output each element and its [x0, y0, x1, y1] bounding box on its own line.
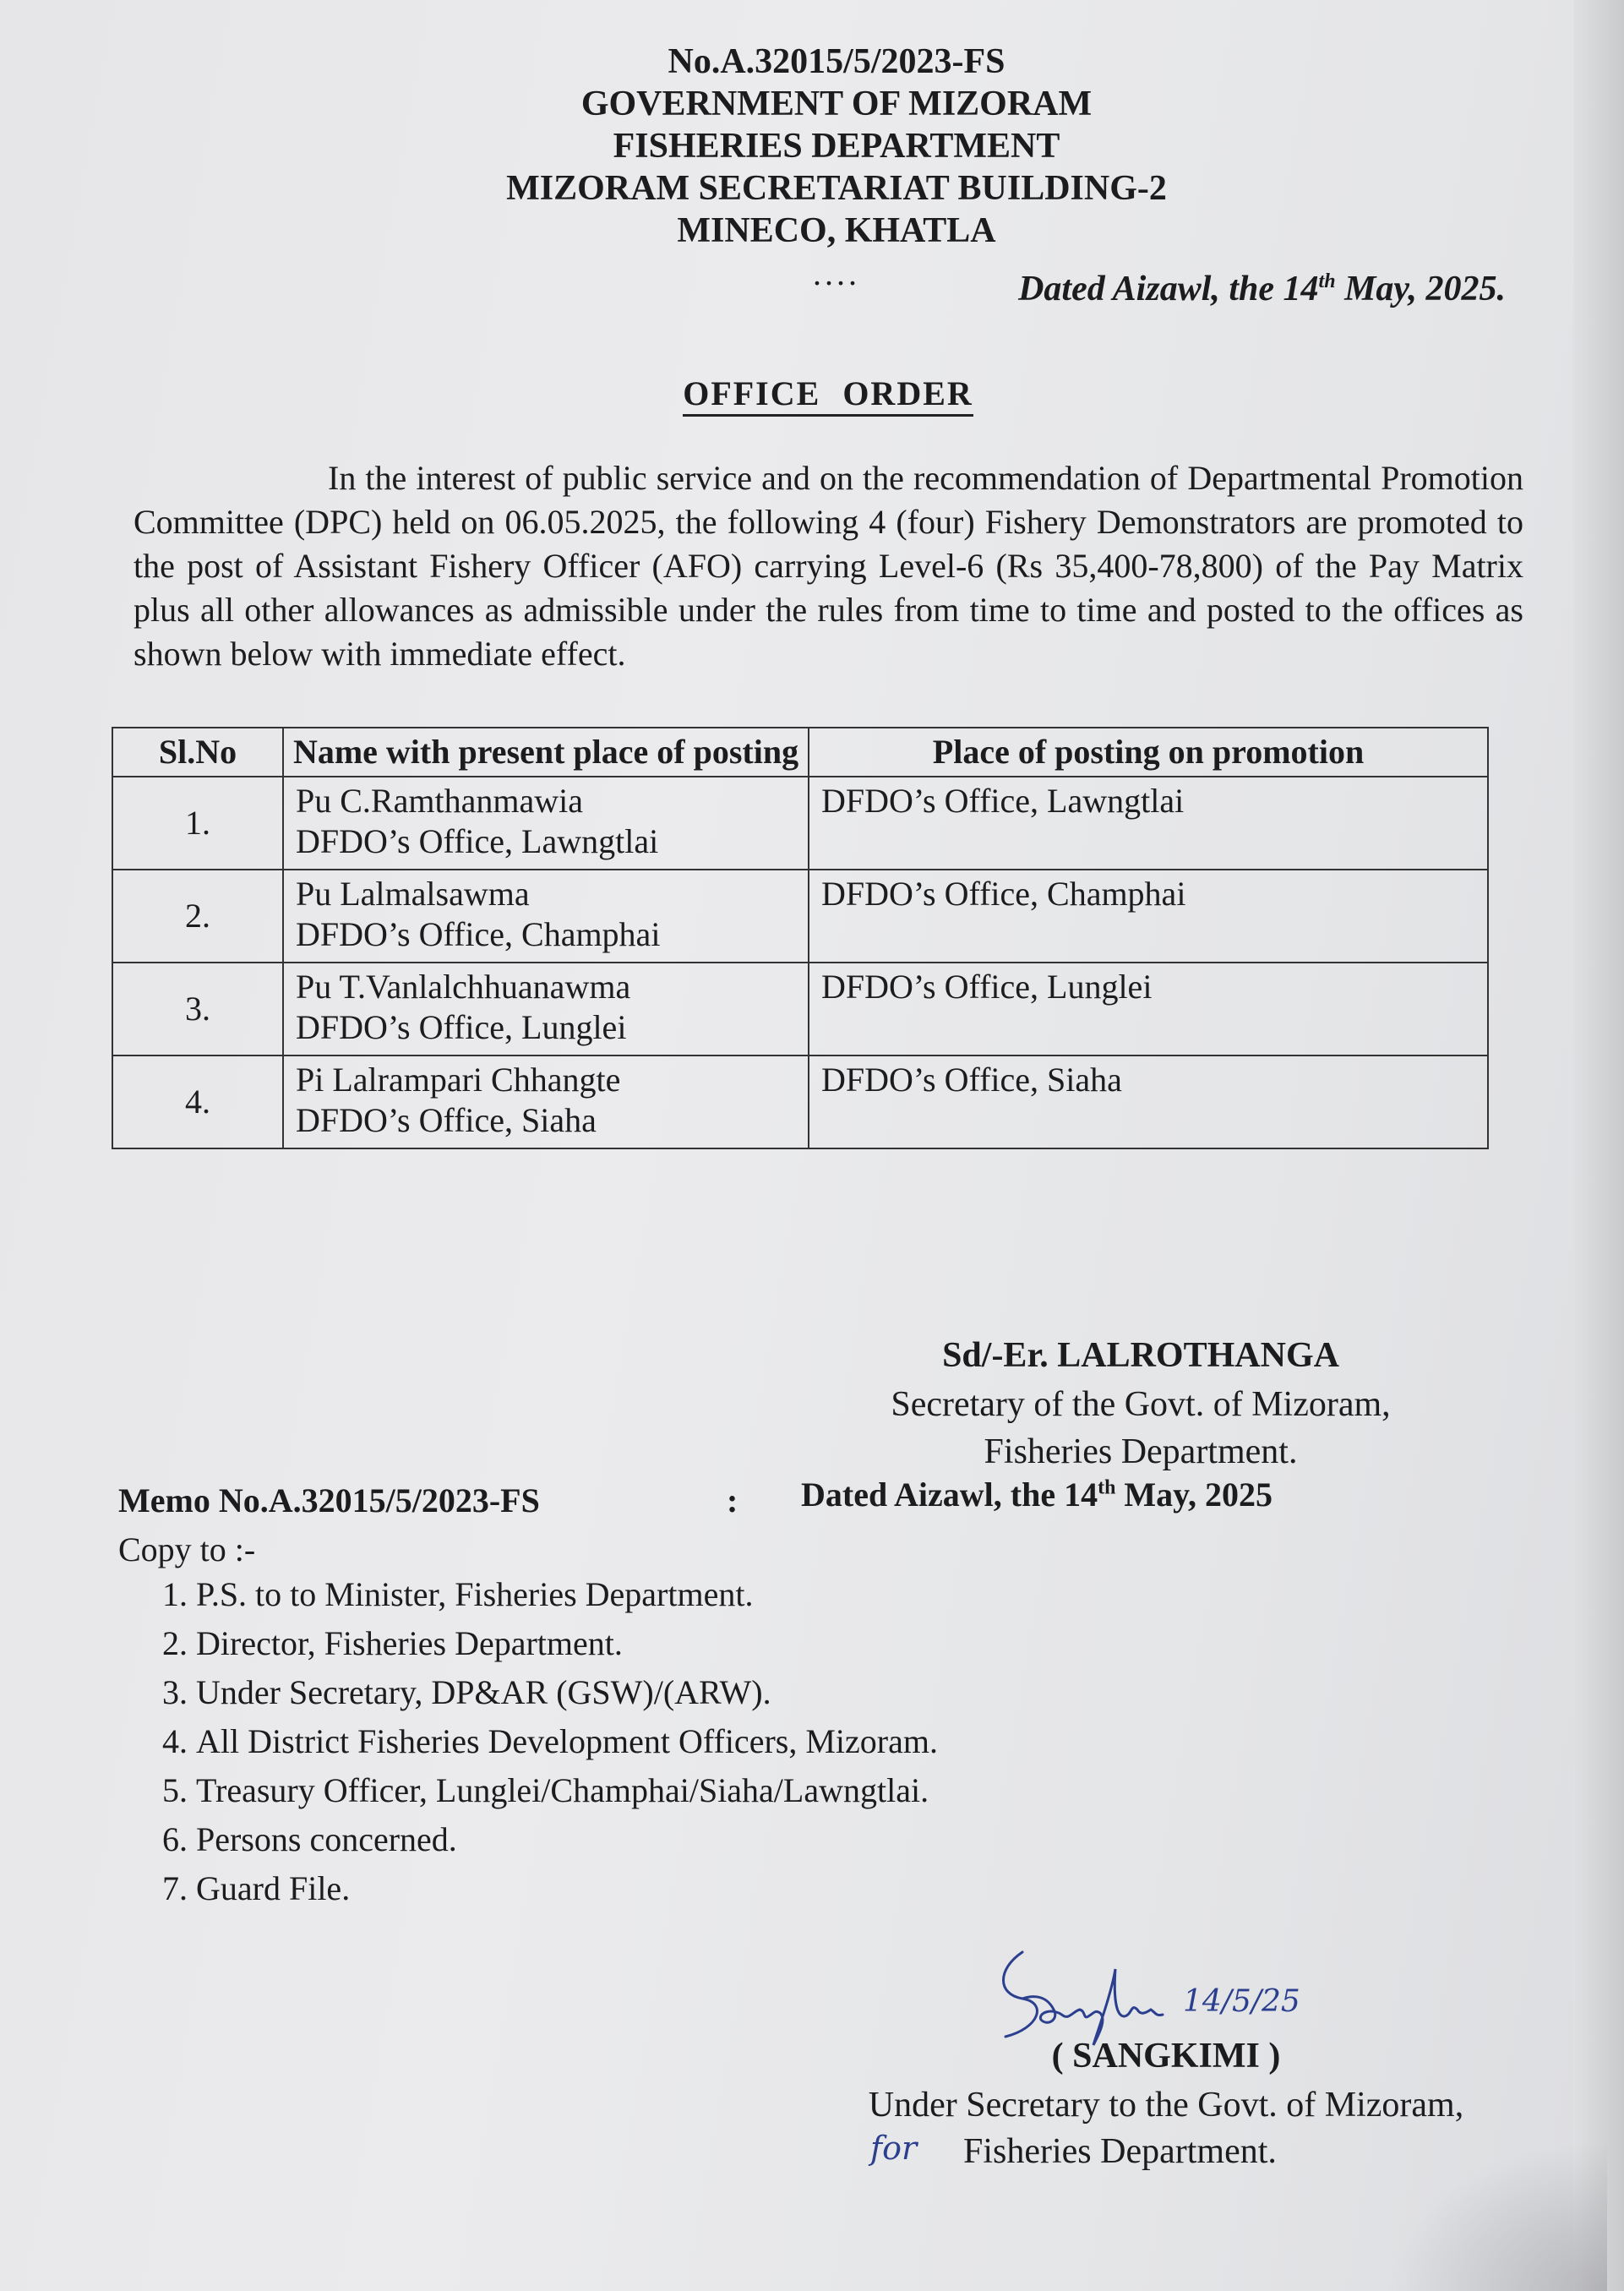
building-name: MIZORAM SECRETARIAT BUILDING-2: [506, 169, 1167, 208]
row-present-office: DFDO’s Office, Lawngtlai: [296, 822, 659, 860]
table-row: [112, 963, 1488, 1055]
copy-list: [152, 1570, 938, 1913]
page-edge: [1573, 0, 1624, 2291]
row-posting: DFDO’s Office, Lunglei: [809, 963, 1488, 1055]
header-posting: Place of posting on promotion: [809, 728, 1488, 777]
row-name: Pi Lalrampari Chhangte: [296, 1061, 621, 1099]
row-sl-no: 2.: [112, 870, 283, 963]
table-row: [112, 777, 1488, 870]
memo-separator: :: [727, 1481, 738, 1519]
row-present-office: DFDO’s Office, Champhai: [296, 915, 661, 953]
memo-number: Memo No.A.32015/5/2023-FS: [118, 1481, 540, 1519]
order-body: In the interest of public service and on the recommendation of Departmental Promotion Committee (DPC) held on 06.05.2025, the following 4 (four) Fishery Demonstrators are promoted to the post of Assistant Fishery Officer (AFO) carrying Level-6 (Rs 35,400-78,800) of the Pay Matrix plus all other allowances as admissible under the rules from time to time and posted to the offices as shown below with immediate effect.: [134, 459, 1523, 673]
row-name: Pu Lalmalsawma: [296, 875, 530, 913]
row-sl-no: 4.: [112, 1055, 283, 1148]
row-posting: DFDO’s Office, Siaha: [809, 1055, 1488, 1148]
header-name: Name with present place of posting: [283, 728, 809, 777]
under-secretary-designation: Under Secretary to the Govt. of Mizoram,: [868, 2086, 1464, 2125]
promotion-table: [112, 727, 1489, 1149]
page-title: OFFICE ORDER: [591, 374, 1065, 413]
list-item: 1. P.S. to to Minister, Fisheries Department.: [196, 1570, 938, 1619]
svg-text:14/5/25: 14/5/25: [1183, 1984, 1300, 2019]
row-present-office: DFDO’s Office, Lunglei: [296, 1008, 627, 1046]
row-name: Pu T.Vanlalchhuanawma: [296, 968, 631, 1006]
list-item: 4. All District Fisheries Development Officers, Mizoram.: [196, 1717, 938, 1766]
list-item: 3. Under Secretary, DP&AR (GSW)/(ARW).: [196, 1668, 938, 1717]
memo-date: Dated Aizawl, the 14th May, 2025: [801, 1476, 1272, 1514]
page-shadow: [1387, 2139, 1607, 2291]
table-row: [112, 870, 1488, 963]
list-item: 2. Director, Fisheries Department.: [196, 1619, 938, 1668]
row-sl-no: 3.: [112, 963, 283, 1055]
for-mark: for: [870, 2130, 918, 2167]
table-header-row: [112, 728, 1488, 777]
header-sl-no: Sl.No: [112, 728, 283, 777]
secretary-department: Fisheries Department.: [984, 1432, 1298, 1471]
row-name-cell: [283, 1055, 809, 1148]
header-dots: ....: [813, 254, 860, 292]
row-name-cell: [283, 870, 809, 963]
department-name: FISHERIES DEPARTMENT: [613, 127, 1060, 166]
row-posting: DFDO’s Office, Champhai: [809, 870, 1488, 963]
under-secretary-name: ( SANGKIMI ): [1051, 2037, 1281, 2076]
row-present-office: DFDO’s Office, Siaha: [296, 1101, 597, 1139]
secretary-designation: Secretary of the Govt. of Mizoram,: [891, 1385, 1391, 1424]
copy-to-label: Copy to :-: [118, 1530, 256, 1568]
government-name: GOVERNMENT OF MIZORAM: [580, 85, 1093, 123]
row-name: Pu C.Ramthanmawia: [296, 782, 583, 820]
office-location: MINECO, KHATLA: [677, 211, 996, 250]
row-name-cell: [283, 777, 809, 870]
secretary-name: Sd/-Er. LALROTHANGA: [942, 1336, 1339, 1375]
file-number: No.A.32015/5/2023-FS: [668, 42, 1005, 81]
row-sl-no: 1.: [112, 777, 283, 870]
list-item: 6. Persons concerned.: [196, 1815, 938, 1864]
row-posting: DFDO’s Office, Lawngtlai: [809, 777, 1488, 870]
list-item: 7. Guard File.: [196, 1864, 938, 1913]
table-row: [112, 1055, 1488, 1148]
under-secretary-department: Fisheries Department.: [963, 2132, 1277, 2171]
order-date: Dated Aizawl, the 14th May, 2025.: [1018, 270, 1506, 308]
row-name-cell: [283, 963, 809, 1055]
list-item: 5. Treasury Officer, Lunglei/Champhai/Siaha/Lawngtlai.: [196, 1766, 938, 1815]
